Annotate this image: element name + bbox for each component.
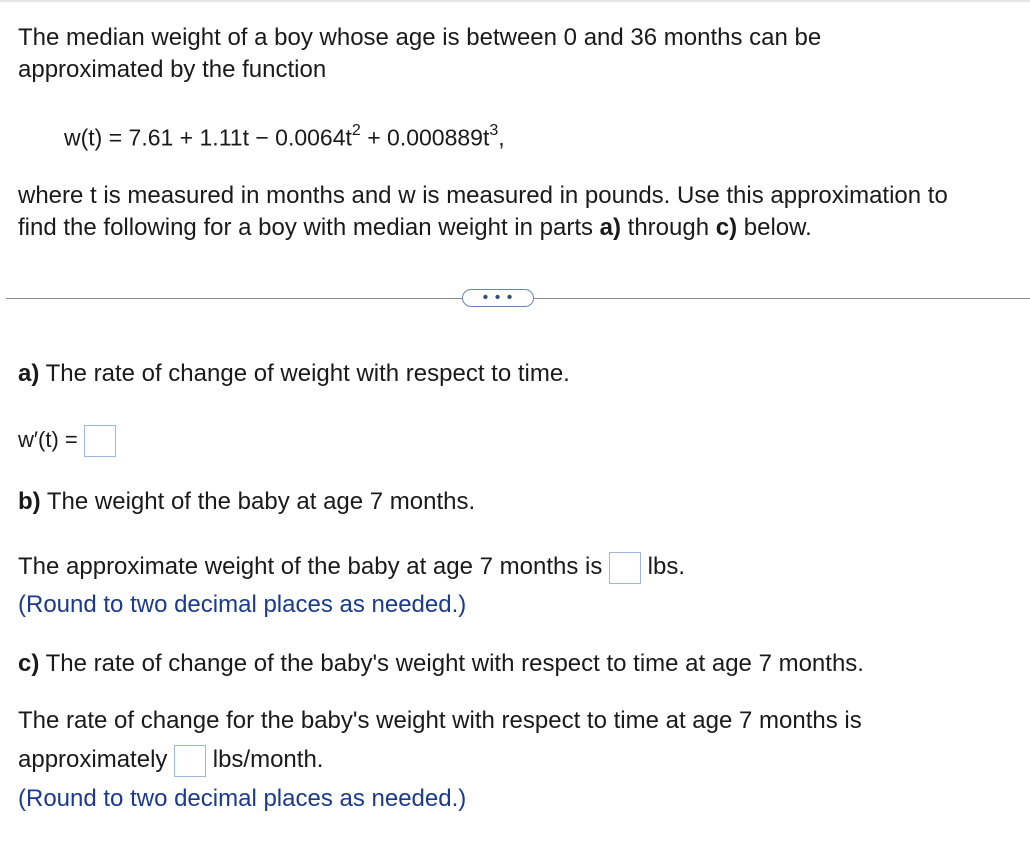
instructions-part-a: a) bbox=[599, 214, 621, 241]
intro-line-2: approximated by the function bbox=[18, 56, 327, 83]
formula-mid: + 0.000889t bbox=[360, 124, 490, 151]
formula-exponent-3: 3 bbox=[489, 122, 499, 139]
instructions-part-c: c) bbox=[715, 214, 738, 241]
part-c-unit: lbs/month. bbox=[206, 746, 324, 773]
formula-lhs: w(t) = 7.61 + 1.11t − 0.0064t bbox=[64, 124, 352, 151]
part-b-unit: lbs. bbox=[641, 553, 686, 580]
instructions-text-c: below. bbox=[737, 214, 812, 241]
part-c-answer-input[interactable] bbox=[174, 745, 206, 777]
instructions-line-1: where t is measured in months and w is measured in pounds. Use this approximation to bbox=[18, 182, 948, 209]
part-c-sentence-line-1: The rate of change for the baby's weight with respect to time at age 7 months is bbox=[18, 707, 862, 734]
part-b-heading bbox=[18, 486, 475, 518]
part-c-text: The rate of change of the baby's weight with respect to time at age 7 months. bbox=[39, 650, 864, 677]
instructions-line-2 bbox=[18, 212, 812, 244]
part-c-sentence-line-2 bbox=[18, 744, 323, 777]
expand-more-button[interactable] bbox=[462, 289, 534, 307]
part-b-hint: (Round to two decimal places as needed.) bbox=[18, 591, 467, 618]
weight-function-formula bbox=[64, 118, 505, 153]
part-b-label: b) bbox=[18, 488, 41, 515]
intro-line-1: The median weight of a boy whose age is between 0 and 36 months can be bbox=[18, 24, 822, 51]
instructions-text-a: find the following for a boy with median weight in parts bbox=[18, 214, 600, 241]
part-b-sentence bbox=[18, 551, 685, 584]
formula-tail: , bbox=[498, 124, 505, 151]
part-c-heading bbox=[18, 648, 864, 680]
part-b-answer-input[interactable] bbox=[609, 552, 641, 584]
part-a-answer-prefix: w′(t) = bbox=[18, 427, 78, 452]
part-c-sentence-text: approximately bbox=[18, 746, 175, 773]
instructions-text-b: through bbox=[621, 214, 716, 241]
top-rule bbox=[0, 0, 1030, 2]
part-a-heading bbox=[18, 358, 570, 390]
formula-exponent-2: 2 bbox=[351, 122, 361, 139]
part-a-answer-input[interactable] bbox=[84, 425, 116, 457]
part-b-sentence-text: The approximate weight of the baby at age 7 months is bbox=[18, 553, 610, 580]
part-b-text: The weight of the baby at age 7 months. bbox=[40, 488, 476, 515]
part-a-label: a) bbox=[18, 360, 40, 387]
part-c-label: c) bbox=[18, 650, 40, 677]
part-a-text: The rate of change of weight with respect to time. bbox=[39, 360, 570, 387]
ellipsis-icon: • • • bbox=[482, 289, 514, 306]
part-a-answer-row bbox=[18, 424, 116, 457]
part-c-hint: (Round to two decimal places as needed.) bbox=[18, 785, 467, 812]
